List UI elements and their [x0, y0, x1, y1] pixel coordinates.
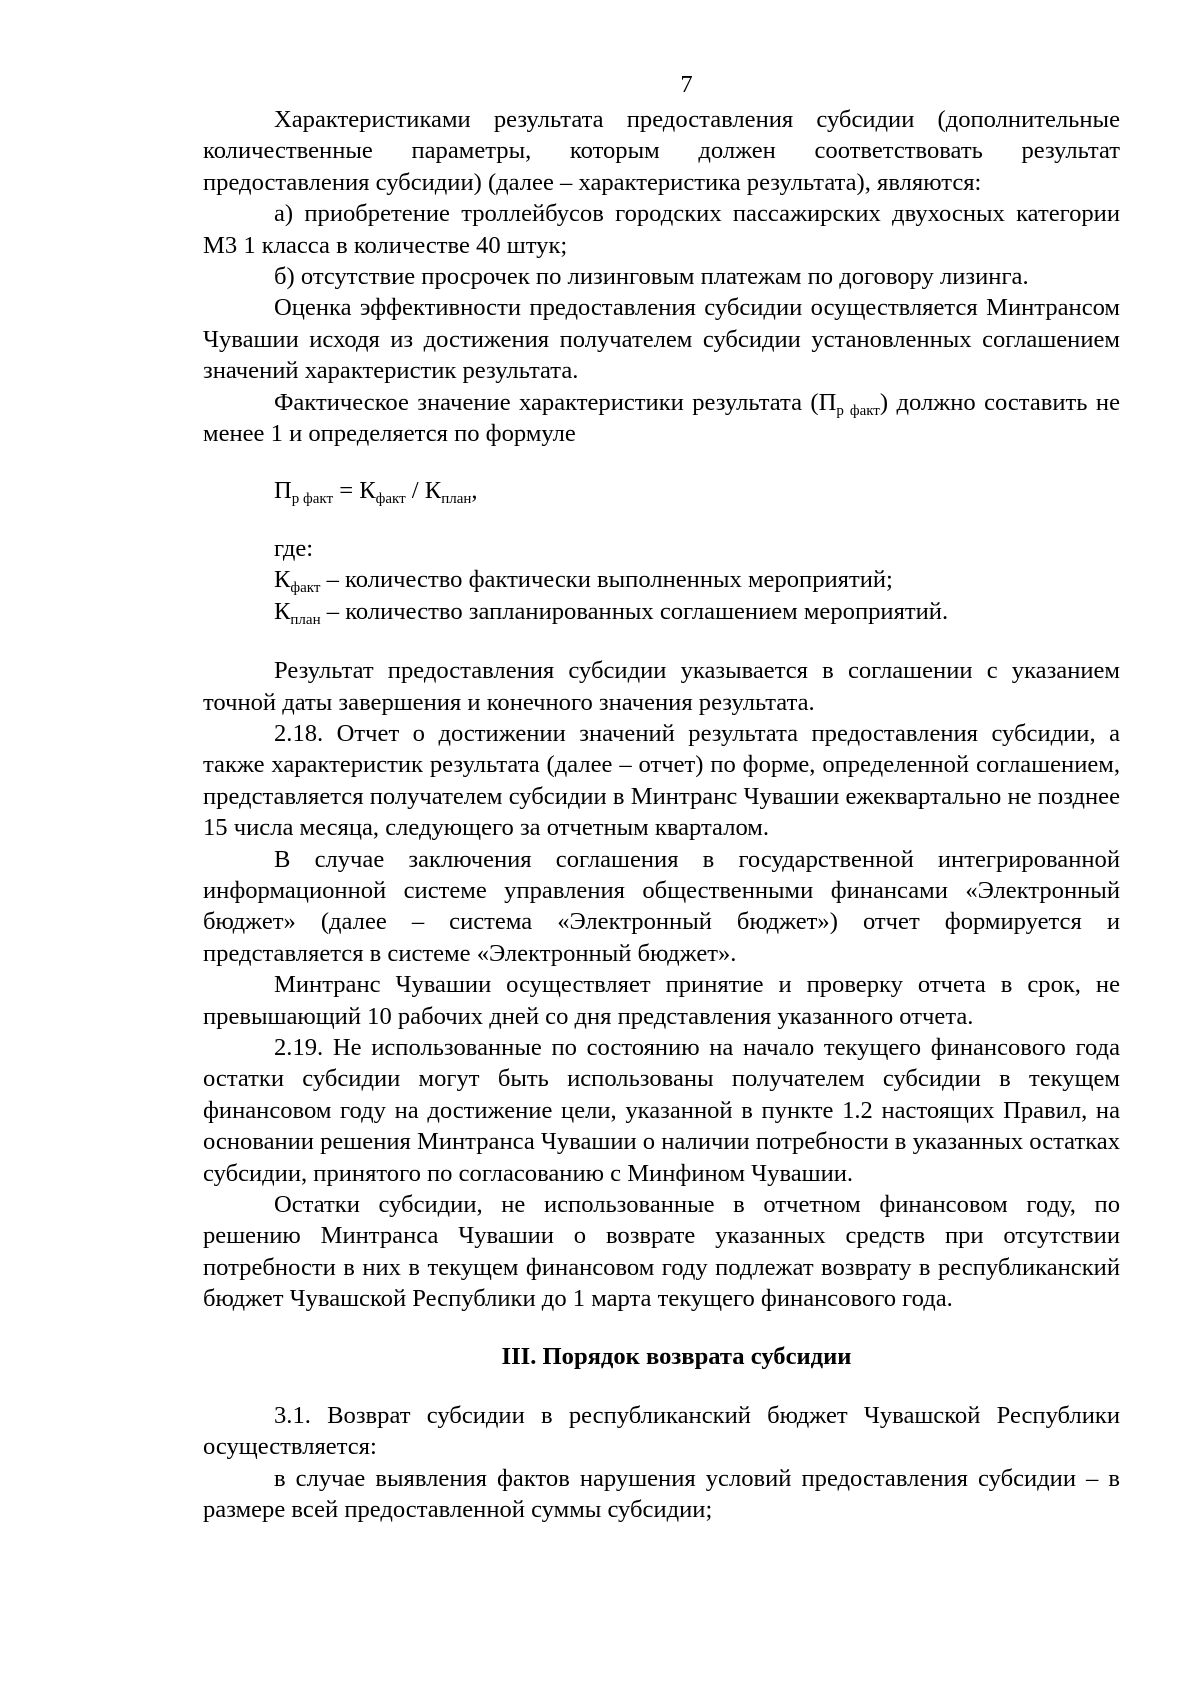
legend-k-fact-subscript: факт [290, 580, 321, 597]
formula-k-plan-subscript: план [441, 491, 472, 508]
legend-k-fact-symbol: К [274, 566, 291, 594]
formula-lhs: П [274, 477, 292, 505]
paragraph-actual-value [203, 387, 1120, 450]
legend-k-fact [274, 564, 1120, 595]
paragraph-2-19: 2.19. Не использованные по состоянию на начало текущего финансового года остатки субсидии могут быть использованы получателем субсидии в текущем финансовом году на достижение цели, указанной в пункте 1.2 настоящих Правил, на основании решения Минтранса Чувашии о наличии потребности в указанных остатках субсидии, принятого по согласованию с Минфином Чувашии. [203, 1033, 1120, 1187]
page-number: 7 [680, 71, 693, 98]
formula-equals: = К [333, 477, 376, 505]
fact-text-before: Фактическое значение характеристики результата (П [274, 388, 837, 416]
paragraph-efficiency-assessment: Оценка эффективности предоставления субсидии осуществляется Минтрансом Чувашии исходя из достижения получателем субсидии установленных соглашением значений характеристик результата. [203, 294, 1120, 385]
formula [203, 475, 1120, 506]
paragraph-remaining-funds: Остатки субсидии, не использованные в отчетном финансовом году, по решению Минтранса Чувашии о возврате указанных средств при отсутствии потребности в них в текущем финансовом году подлежат возврату в республиканский бюджет Чувашской Республики до 1 марта текущего финансового года. [203, 1191, 1120, 1313]
paragraph-result-in-agreement: Результат предоставления субсидии указывается в соглашении с указанием точной даты завершения и конечного значения результата. [203, 657, 1120, 716]
legend-label: где: [274, 534, 314, 562]
formula-k-fact-subscript: факт [375, 491, 406, 508]
legend-k-plan-symbol: К [274, 597, 291, 625]
legend-k-fact-description: – количество фактически выполненных мероприятий; [320, 566, 893, 594]
paragraph-electronic-budget: В случае заключения соглашения в государственной интегрированной информационной системе управления общественными финансами «Электронный бюджет» (далее – система «Электронный бюджет») отчет формируется и представляется в системе «Электронный бюджет». [203, 845, 1120, 967]
legend-k-plan-subscript: план [290, 611, 321, 628]
paragraph-item-a: а) приобретение троллейбусов городских пассажирских двухосных категории М3 1 класса в количестве 40 штук; [203, 200, 1120, 259]
paragraph-item-b: б) отсутствие просрочек по лизинговым платежам по договору лизинга. [274, 263, 1029, 291]
legend-k-plan [274, 596, 1120, 627]
formula-lhs-subscript: р факт [291, 491, 334, 508]
paragraph-result-characteristics: Характеристиками результата предоставления субсидии (дополнительные количественные параметры, которым должен соответствовать результат предоставления субсидии) (далее – характеристика результата), являются: [203, 106, 1120, 196]
fact-text-after: ) должно составить не менее 1 и определяется по формуле [203, 388, 1120, 448]
formula-end: , [471, 477, 478, 505]
fact-subscript: р факт [836, 402, 880, 419]
legend-k-plan-description: – количество запланированных соглашением мероприятий. [320, 597, 949, 625]
formula-slash: / К [405, 477, 442, 505]
paragraph-report-check: Минтранс Чувашии осуществляет принятие и проверку отчета в срок, не превышающий 10 рабочих дней со дня представления указанного отчета. [203, 971, 1120, 1030]
formula-legend [203, 533, 1120, 627]
paragraph-3-1: 3.1. Возврат субсидии в республиканский бюджет Чувашской Республики осуществляется: [203, 1402, 1120, 1461]
paragraph-2-18: 2.18. Отчет о достижении значений результата предоставления субсидии, а также характеристик результата (далее – отчет) по форме, определенной соглашением, представляется получателем субсидии в Минтранс Чувашии ежеквартально не позднее 15 числа месяца, следующего за отчетным кварталом. [203, 719, 1120, 842]
section-heading: III. Порядок возврата субсидии [501, 1342, 852, 1370]
paragraph-violation-case: в случае выявления фактов нарушения условий предоставления субсидии – в размере всей предоставленной суммы субсидии; [203, 1464, 1120, 1524]
